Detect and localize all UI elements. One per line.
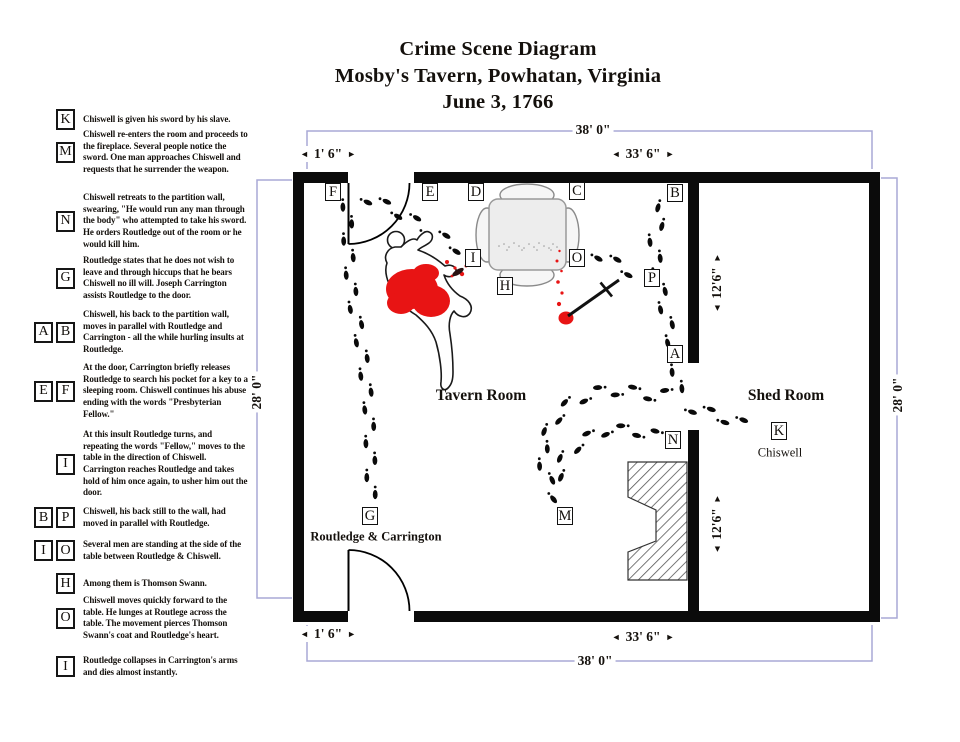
legend-marker-F: F (56, 381, 75, 402)
legend-text: Several men are standing at the side of the table between Routledge & Chiswell. (83, 539, 242, 561)
dimension-value: 38' 0" (577, 653, 613, 668)
figure-label: Chiswell (757, 445, 803, 460)
dim-arrow-left-icon: ◄ (300, 628, 309, 639)
plan-marker-K: K (771, 422, 787, 440)
wall-left (293, 172, 304, 622)
dimension-label (609, 146, 678, 162)
legend-marker-H: H (56, 573, 75, 594)
dim-arrow-left-icon: ◄ (611, 148, 621, 159)
legend-marker-N: N (56, 211, 75, 232)
dimension-label (297, 626, 359, 642)
fireplace-icon (628, 462, 687, 580)
legend-text: Routledge collapses in Carrington's arms and dies almost instantly. (83, 655, 238, 677)
dim-arrow-left-icon: ◄ (711, 303, 722, 313)
door-swing-arc-bottom (349, 550, 410, 611)
dimension-value: 38' 0" (575, 122, 611, 137)
legend-text: At the door, Carrington briefly releases Routledge to search his pocket for a key to a sleeping room. Chiswell continues his abuse ending with the words "Presbyterian Fellow." (83, 362, 248, 419)
legend-marker-B: B (56, 322, 75, 343)
title-line-1: Crime Scene Diagram (399, 38, 597, 60)
plan-marker-O: O (569, 249, 585, 267)
dim-arrow-right-icon: ► (711, 253, 722, 263)
victim-body-icon (386, 232, 472, 390)
legend-marker-G: G (56, 268, 75, 289)
dim-arrow-right-icon: ► (665, 631, 675, 642)
dim-arrow-right-icon: ► (711, 494, 722, 504)
plan-marker-G: G (362, 507, 378, 525)
dimension-value: 28' 0" (249, 374, 264, 410)
plan-marker-B: B (667, 184, 683, 202)
dimension-value: 33' 6" (625, 629, 661, 644)
legend-text: Chiswell is given his sword by his slave. (83, 113, 231, 124)
legend-marker-E: E (34, 381, 53, 402)
room-label-tavern-room: Tavern Room (435, 387, 527, 404)
figure-label: Routledge & Carrington (310, 529, 442, 544)
dimension-label (575, 653, 616, 669)
legend-text: Chiswell moves quickly forward to the table. He lunges at Routlege across the table. The movement pierces Thomson Swann's coat and Routledge's heart. (83, 595, 228, 641)
plan-marker-N: N (665, 431, 681, 449)
plan-marker-A: A (667, 345, 683, 363)
dimension-value: 28' 0" (890, 377, 905, 413)
legend-text: Routledge states that he does not wish to leave and through hiccups that he bears Chiswell no ill will. Joseph Carrington assists Routledge to the door. (83, 255, 235, 301)
sword-blade (568, 280, 619, 316)
partition-upper (688, 183, 699, 363)
legend-marker-I: I (56, 656, 75, 677)
plan-marker-M: M (558, 507, 572, 524)
legend-marker-O: O (56, 608, 75, 629)
dimension-value: 33' 6" (625, 146, 661, 161)
dim-arrow-right-icon: ► (347, 628, 356, 639)
title-line-3: June 3, 1766 (442, 91, 554, 114)
wall-top-right-segment (414, 172, 880, 183)
legend-marker-A: A (34, 322, 53, 343)
dimension-value: 12'6" (709, 267, 724, 299)
legend-text: Chiswell retreats to the partition wall, swearing, "He would run any man through the body" who attempted to take his sword. He orders Routledge out of the room or he would kill him. (83, 192, 247, 249)
plan-marker-P: P (644, 269, 660, 287)
plan-marker-I: I (465, 249, 481, 267)
room-label-shed-room: Shed Room (747, 387, 825, 404)
trail-to-K (684, 406, 749, 426)
table-icon (489, 199, 566, 270)
dimension-label (297, 146, 359, 162)
plan-marker-H: H (497, 277, 513, 295)
table-group (476, 184, 579, 286)
legend-text: Among them is Thomson Swann. (83, 577, 207, 588)
plan-marker-D: D (468, 183, 484, 201)
door-bottom (349, 550, 410, 611)
dim-arrow-right-icon: ► (665, 148, 675, 159)
wall-bottom-right-segment (414, 611, 880, 622)
dimension-label (609, 629, 678, 645)
legend-marker-B: B (34, 507, 53, 528)
dimension-label (890, 375, 906, 416)
partition-lower (688, 430, 699, 611)
dim-arrow-right-icon: ► (347, 148, 356, 159)
dim-arrow-left-icon: ◄ (300, 148, 309, 159)
dim-arrow-left-icon: ◄ (611, 631, 621, 642)
legend-marker-O: O (56, 540, 75, 561)
legend-text: Chiswell re-enters the room and proceeds to the fireplace. Several people notice the sword. One man approaches Chiswell and requests that he surrender the weapon. (83, 129, 248, 175)
legend-marker-I: I (56, 454, 75, 475)
legend-marker-I: I (34, 540, 53, 561)
legend-text: At this insult Routledge turns, and repeating the words "Fellow," moves to the table in the direction of Chiswell. Carrington reaches Routledge and takes hold of him once again, to usher him out the door. (83, 429, 248, 498)
plan-marker-E: E (422, 183, 438, 201)
dimension-label (249, 372, 265, 413)
plan-marker-F: F (325, 183, 341, 201)
legend-marker-K: K (56, 109, 75, 130)
partition-wall (688, 183, 699, 611)
trail-O-to-P (591, 254, 634, 280)
legend-text: Chiswell, his back to the partition wall, moves in parallel with Routledge and Carrington - all the while hurling insults at Routledge. (83, 309, 244, 355)
dimension-value: 1' 6" (313, 626, 343, 641)
title-line-2: Mosby's Tavern, Powhatan, Virginia (334, 64, 662, 87)
legend-marker-P: P (56, 507, 75, 528)
dimension-value: 1' 6" (313, 146, 343, 161)
plan-marker-C: C (569, 182, 585, 200)
dimension-label (709, 491, 725, 556)
wall-right (869, 172, 880, 622)
dim-arrow-left-icon: ◄ (711, 544, 722, 554)
dimension-value: 12'6" (709, 508, 724, 540)
dimension-label (709, 250, 725, 315)
legend-marker-M: M (56, 142, 75, 163)
legend-text: Chiswell, his back still to the wall, had moved in parallel with Routledge. (83, 506, 226, 528)
dimension-label (573, 122, 614, 138)
